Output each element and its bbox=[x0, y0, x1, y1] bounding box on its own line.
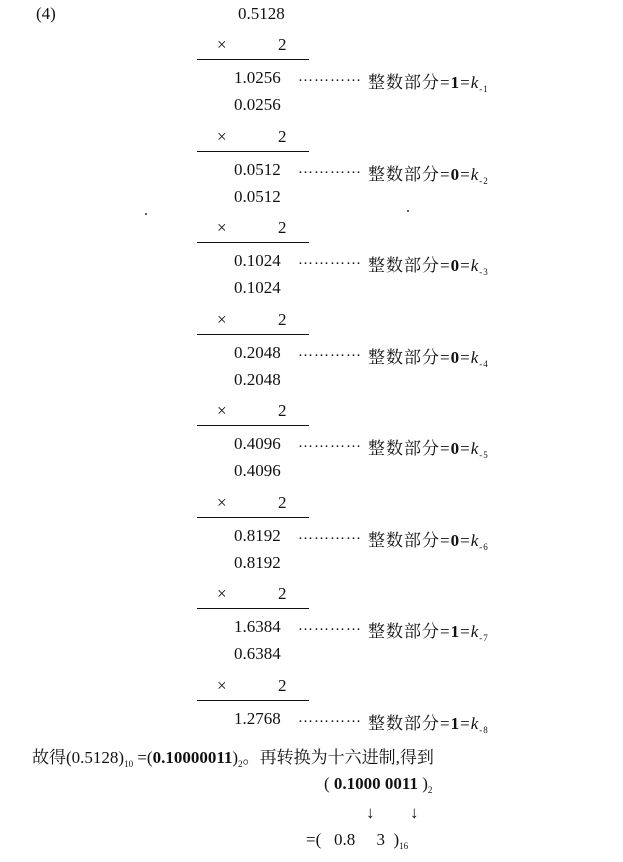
integer-part-text: 整数部分= bbox=[368, 256, 451, 275]
integer-part-text: 整数部分= bbox=[368, 73, 451, 92]
binary-base: 2 bbox=[238, 759, 243, 769]
dot-leader: ………… bbox=[298, 618, 362, 634]
integer-part-text: 整数部分= bbox=[368, 348, 451, 367]
k-subscript: -3 bbox=[479, 267, 489, 277]
k-subscript: -6 bbox=[479, 542, 489, 552]
conclusion-line: 故得$(0.5128)_{10} =(0.10000011)_2$。再转换为十六进制,得到 bbox=[32, 748, 434, 769]
product-rule bbox=[197, 59, 309, 60]
integer-part-label bbox=[368, 160, 489, 185]
k-symbol: k bbox=[470, 348, 480, 367]
product-rule bbox=[197, 242, 309, 243]
integer-digit: 0 bbox=[450, 256, 461, 275]
multiply-sign: × bbox=[217, 584, 227, 603]
dot-leader: ………… bbox=[298, 710, 362, 726]
grouped-base: 2 bbox=[427, 785, 433, 795]
multiplier: 2 bbox=[278, 35, 287, 54]
multiplier: 2 bbox=[278, 584, 287, 603]
equals-sign: = bbox=[460, 256, 471, 275]
scan-speck bbox=[145, 213, 147, 215]
k-subscript: -2 bbox=[479, 176, 489, 186]
multiplier: 2 bbox=[278, 493, 287, 512]
hex-result bbox=[306, 830, 408, 850]
multiplier: 2 bbox=[278, 127, 287, 146]
multiply-sign: × bbox=[217, 676, 227, 695]
k-subscript: -7 bbox=[479, 633, 489, 643]
product-value: 1.6384 bbox=[234, 617, 281, 636]
product-value: 0.1024 bbox=[234, 251, 281, 270]
integer-part-label bbox=[368, 526, 489, 551]
decimal-base: 10 bbox=[124, 759, 134, 769]
hex-open: =( bbox=[306, 830, 322, 849]
down-arrow-icon: ↓ bbox=[410, 803, 419, 822]
equals-sign: = bbox=[460, 622, 471, 641]
multiplier: 2 bbox=[278, 218, 287, 237]
integer-part-label bbox=[368, 709, 489, 734]
product-rule bbox=[197, 151, 309, 152]
product-rule bbox=[197, 517, 309, 518]
multiplier: 2 bbox=[278, 401, 287, 420]
k-subscript: -4 bbox=[479, 359, 489, 369]
product-value: 0.8192 bbox=[234, 526, 281, 545]
start-value: 0.5128 bbox=[238, 4, 285, 23]
dot-leader: ………… bbox=[298, 69, 362, 85]
k-symbol: k bbox=[470, 531, 480, 550]
fraction-carry: 0.0512 bbox=[234, 187, 281, 206]
integer-part-text: 整数部分= bbox=[368, 714, 451, 733]
integer-part-label bbox=[368, 343, 489, 368]
fraction-carry: 0.0256 bbox=[234, 95, 281, 114]
integer-part-label bbox=[368, 617, 489, 642]
integer-digit: 1 bbox=[450, 73, 461, 92]
dot-leader: ………… bbox=[298, 344, 362, 360]
hex-base: 16 bbox=[399, 841, 409, 851]
decimal-value: (0.5128) bbox=[66, 748, 125, 767]
scan-speck bbox=[407, 210, 409, 212]
hex-digit-1: 0.8 bbox=[334, 830, 356, 849]
grouped-close-paren: ) bbox=[422, 774, 428, 793]
grouped-open-paren: ( bbox=[324, 774, 330, 793]
equals-sign: = bbox=[460, 73, 471, 92]
fraction-carry: 0.4096 bbox=[234, 461, 281, 480]
conclusion-suffix: 。再转换为十六进制,得到 bbox=[242, 748, 434, 767]
multiply-sign: × bbox=[217, 35, 227, 54]
fraction-carry: 0.8192 bbox=[234, 553, 281, 572]
product-value: 1.2768 bbox=[234, 709, 281, 728]
grouped-binary bbox=[324, 774, 432, 794]
dot-leader: ………… bbox=[298, 161, 362, 177]
product-rule bbox=[197, 334, 309, 335]
k-symbol: k bbox=[470, 73, 480, 92]
multiplier: 2 bbox=[278, 676, 287, 695]
k-symbol: k bbox=[470, 714, 480, 733]
integer-part-text: 整数部分= bbox=[368, 622, 451, 641]
dot-leader: ………… bbox=[298, 435, 362, 451]
multiply-sign: × bbox=[217, 218, 227, 237]
k-symbol: k bbox=[470, 622, 480, 641]
multiply-sign: × bbox=[217, 493, 227, 512]
fraction-carry: 0.6384 bbox=[234, 644, 281, 663]
k-symbol: k bbox=[470, 256, 480, 275]
product-value: 0.0512 bbox=[234, 160, 281, 179]
integer-part-label bbox=[368, 434, 489, 459]
k-subscript: -1 bbox=[479, 84, 489, 94]
dot-leader: ………… bbox=[298, 252, 362, 268]
integer-part-text: 整数部分= bbox=[368, 165, 451, 184]
integer-digit: 0 bbox=[450, 348, 461, 367]
product-rule bbox=[197, 608, 309, 609]
equals-sign: = bbox=[460, 439, 471, 458]
integer-part-label bbox=[368, 251, 489, 276]
integer-part-text: 整数部分= bbox=[368, 531, 451, 550]
k-subscript: -5 bbox=[479, 450, 489, 460]
product-value: 0.4096 bbox=[234, 434, 281, 453]
integer-digit: 0 bbox=[450, 439, 461, 458]
equals-sign: = bbox=[460, 714, 471, 733]
k-symbol: k bbox=[470, 165, 480, 184]
hex-close: ) bbox=[393, 830, 400, 849]
integer-digit: 0 bbox=[450, 531, 461, 550]
product-value: 0.2048 bbox=[234, 343, 281, 362]
problem-number: (4) bbox=[36, 4, 56, 23]
fraction-carry: 0.2048 bbox=[234, 370, 281, 389]
hex-digit-2: 3 bbox=[376, 830, 385, 849]
multiply-sign: × bbox=[217, 310, 227, 329]
equals-sign: = bbox=[460, 531, 471, 550]
down-arrow-icon: ↓ bbox=[366, 803, 375, 822]
k-subscript: -8 bbox=[479, 725, 489, 735]
equals-sign: = bbox=[137, 748, 147, 767]
multiply-sign: × bbox=[217, 401, 227, 420]
dot-leader: ………… bbox=[298, 527, 362, 543]
product-rule bbox=[197, 425, 309, 426]
equals-sign: = bbox=[460, 348, 471, 367]
multiplier: 2 bbox=[278, 310, 287, 329]
fraction-carry: 0.1024 bbox=[234, 278, 281, 297]
product-value: 1.0256 bbox=[234, 68, 281, 87]
multiply-sign: × bbox=[217, 127, 227, 146]
conclusion-prefix: 故得 bbox=[32, 748, 66, 767]
integer-digit: 0 bbox=[450, 165, 461, 184]
integer-digit: 1 bbox=[450, 622, 461, 641]
integer-part-label bbox=[368, 68, 489, 93]
equals-sign: = bbox=[460, 165, 471, 184]
integer-digit: 1 bbox=[450, 714, 461, 733]
product-rule bbox=[197, 700, 309, 701]
binary-value: 0.10000011 bbox=[152, 748, 233, 767]
k-symbol: k bbox=[470, 439, 480, 458]
integer-part-text: 整数部分= bbox=[368, 439, 451, 458]
grouped-value: 0.1000 0011 bbox=[333, 774, 418, 793]
